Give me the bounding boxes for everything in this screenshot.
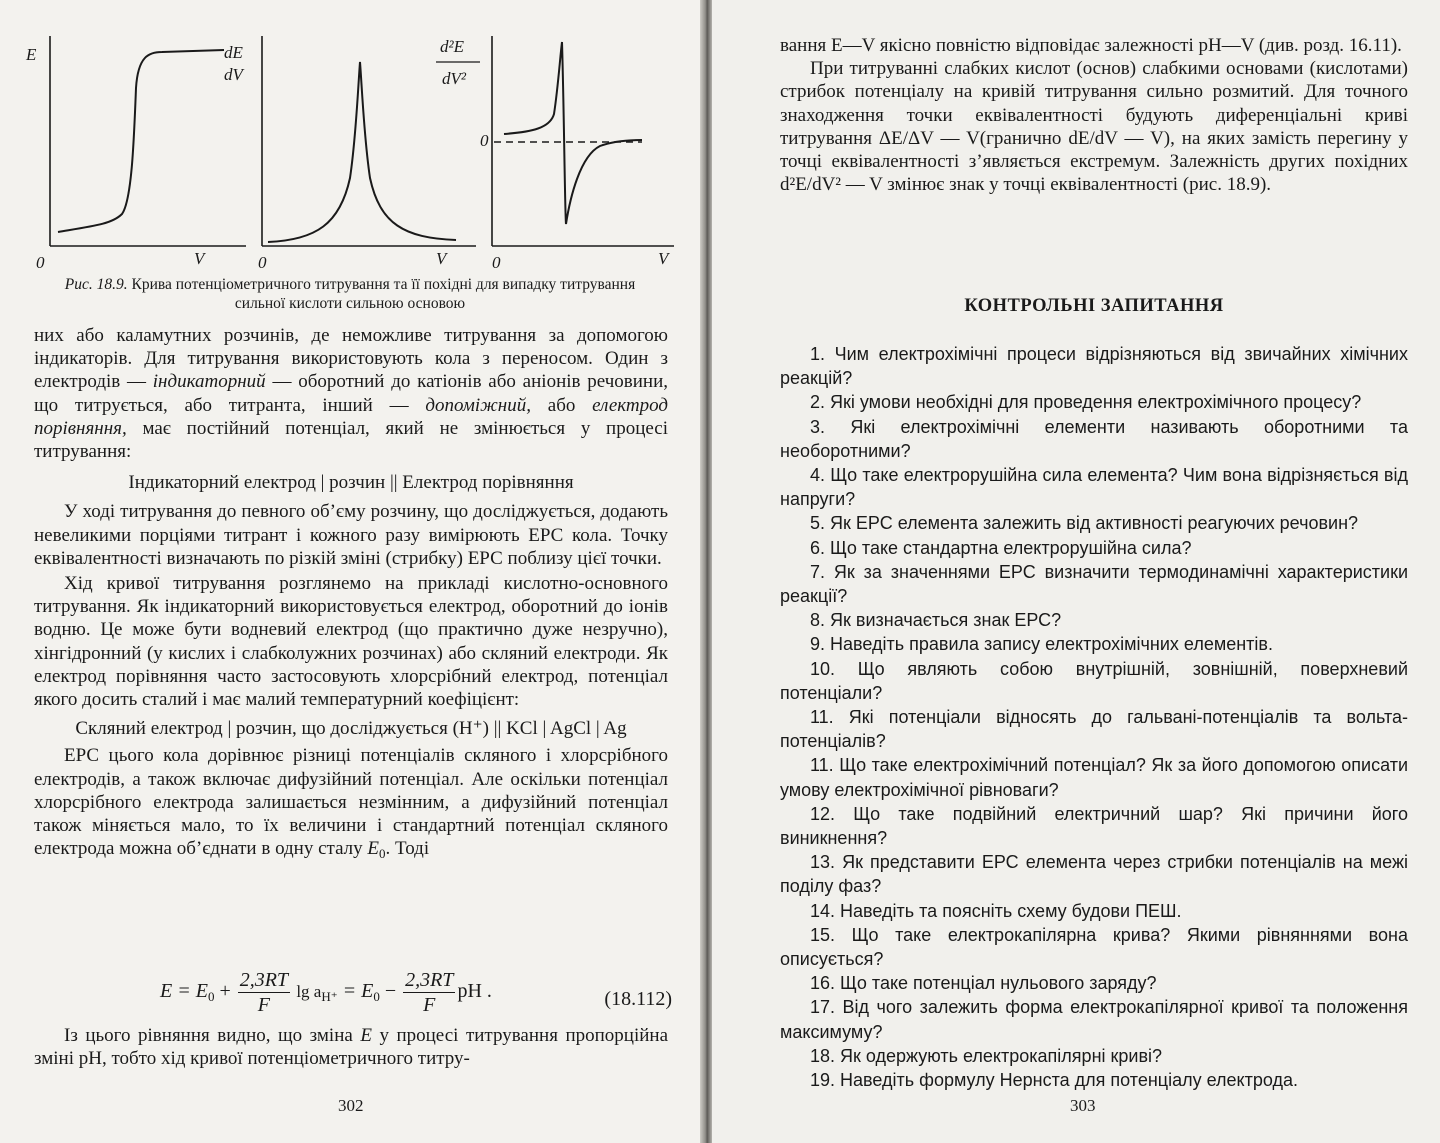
right-body — [780, 34, 1408, 196]
left-body — [34, 324, 668, 865]
figure-caption — [40, 275, 660, 313]
panel1-origin: 0 — [36, 253, 45, 272]
question-item: 6. Що таке стандартна електрорушійна сила? — [810, 537, 1192, 558]
panel3-y-label-num: d²E — [440, 37, 464, 56]
question-item: 13. Як представити ЕРС елемента через стрибки потенціалів на межі поділу фаз? — [780, 852, 1408, 897]
panel2-y-label-den: dV — [224, 65, 243, 84]
question-item: 15. Що таке електрокапілярна крива? Якими рівняннями вона описується? — [780, 924, 1408, 970]
question-item: 19. Наведіть формулу Нернста для потенціалу електрода. — [810, 1070, 1298, 1091]
paragraph-1: них або каламутних розчинів, де неможливе титрування за допомогою індикаторів. Для титрування використовують кола з переносом. Один з електродів — індикаторний — оборотний до катіонів або аніонів речовини, що титрується, або титранта, інший — допоміжний, або електрод порівняння, має постійний потенціал, який не змінюється у процесі титрування: — [34, 325, 668, 463]
page-number-left: 302 — [338, 1096, 364, 1115]
panel2-x-label: V — [436, 249, 447, 268]
section-heading: КОНТРОЛЬНІ ЗАПИТАННЯ — [964, 296, 1224, 316]
panel3-origin: 0 — [492, 253, 501, 272]
question-item: 9. Наведіть правила запису електрохімічних елементів. — [810, 634, 1273, 655]
question-item: 3. Які електрохімічні елементи називають оборотними та необоротними? — [780, 416, 1408, 461]
question-item: 14. Наведіть та поясніть схему будови ПЕШ. — [810, 900, 1182, 921]
question-item: 5. Як ЕРС елемента залежить від активності реагуючих речовин? — [810, 513, 1359, 534]
question-item: 16. Що таке потенціал нульового заряду? — [810, 973, 1157, 994]
book-spine — [700, 0, 712, 1143]
question-item: 12. Що таке подвійний електричний шар? Які причини його виникнення? — [780, 803, 1408, 849]
question-item: 11. Які потенціали відносять до гальвані-потенціалів та вольта-потенціалів? — [780, 707, 1408, 752]
scheme-2: Скляний електрод | розчин, що досліджується (H⁺) || KCl | AgCl | Ag — [75, 718, 627, 740]
panel2-origin: 0 — [258, 253, 267, 272]
paragraph-4: ЕРС цього кола дорівнює різниці потенціалів скляного і хлорсрібного електродів, а також включає дифузійний потенціал. Але оскільки потенціал хлорсрібного електрода залишається незмінним, а дифузійний потенціал також міняється мало, то їх величини і стандартний потенціал скляного електрода можна об’єднати в одну сталу $E_0$. Тоді — [34, 745, 668, 862]
question-item: 1. Чим електрохімічні процеси відрізняються від звичайних хімічних реакцій? — [780, 344, 1408, 389]
panel2-y-label-num: dE — [224, 43, 243, 62]
equation-number: (18.112) — [604, 988, 672, 1010]
paragraph-3: Хід кривої титрування розглянемо на прикладі кислотно-основного титрування. Як індикаторний використовується електрод, оборотний до іонів водню. Це може бути водневий електрод (що практично дуже незручно), хінгідронний (у кислих і слабколужних розчинах) або скляний електроди. Як електрод порівняння часто застосовують хлорсрібний електрод, потенціал якого досить сталий і має малий температурний коефіцієнт: — [34, 573, 668, 711]
panel1-x-label: V — [194, 249, 205, 268]
paragraph-5: Із цього рівняння видно, що зміна E у процесі титрування пропорційна зміні pH, тобто хід кривої потенціометричного титру- — [34, 1025, 668, 1070]
question-item: 17. Від чого залежить форма електрокапілярної кривої та положення максимуму? — [780, 997, 1408, 1042]
right-paragraph-1: вання E—V якісно повністю відповідає залежності pH—V (див. розд. 16.11). — [780, 35, 1402, 56]
figure-caption-label: Рис. 18.9. — [64, 276, 128, 293]
question-item: 10. Що являють собою внутрішній, зовнішній, поверхневий потенціали? — [780, 658, 1408, 703]
panel3-x-label: V — [658, 249, 669, 268]
panel1-curve — [58, 50, 224, 232]
question-item: 4. Що таке електрорушійна сила елемента? Чим вона відрізняється від напруги? — [780, 465, 1408, 510]
panel1-y-label: E — [26, 45, 37, 64]
panel3-y-label-den: dV² — [442, 69, 466, 88]
question-item: 2. Які умови необхідні для проведення електрохімічного процесу? — [810, 392, 1362, 413]
figure-caption-text: Крива потенціометричного титрування та її похідні для випадку титрування сильної кислоти сильною основою — [131, 276, 636, 312]
paragraph-2: У ході титрування до певного об’єму розчину, що досліджується, додають невеликими порціями титрант і кожного разу вимірюють ЕРС кола. Точку еквівалентності визначають по різкій зміні (стрибку) ЕРС поблизу цієї точки. — [34, 501, 668, 569]
panel2-curve — [268, 62, 456, 242]
question-item: 11. Що таке електрохімічний потенціал? Як за його допомогою описати умову електрохімічної рівноваги? — [780, 755, 1408, 800]
scheme-1: Індикаторний електрод | розчин || Електрод порівняння — [128, 472, 574, 494]
titration-figure — [24, 28, 674, 278]
question-item: 7. Як за значеннями ЕРС визначити термодинамічні характеристики реакції? — [780, 561, 1408, 607]
question-list — [780, 342, 1408, 1092]
right-paragraph-2: При титруванні слабких кислот (основ) слабкими основами (кислотами) стрибок потенціалу на кривій титрування сильно розмитий. Для точного знаходження точки еквівалентності будують диференціальні криві титрування ΔE/ΔV — V(гранично dE/dV — V), на яких замість перегину у точці еквівалентності з’являється екстремум. Залежність других похідних d²E/dV² — V змінює знак у точці еквівалентності (рис. 18.9). — [780, 58, 1408, 196]
page-number-right: 303 — [1070, 1096, 1096, 1115]
titration-curves — [24, 28, 674, 278]
panel3-zero-label: 0 — [480, 131, 489, 150]
question-item: 8. Як визначається знак ЕРС? — [810, 610, 1062, 631]
left-page — [0, 0, 700, 1143]
question-item: 18. Як одержують електрокапілярні криві? — [810, 1045, 1163, 1066]
left-body-end — [34, 1024, 668, 1070]
panel3-curve — [504, 42, 642, 224]
right-page — [712, 0, 1440, 1143]
equation-18-112: $E = E_0$ + $\frac{2,3RT}{F}$ $\lg a_{H^+} = E_0$ − $\frac{2,3RT}{F}$ pH . (18.112) — [160, 969, 672, 1016]
